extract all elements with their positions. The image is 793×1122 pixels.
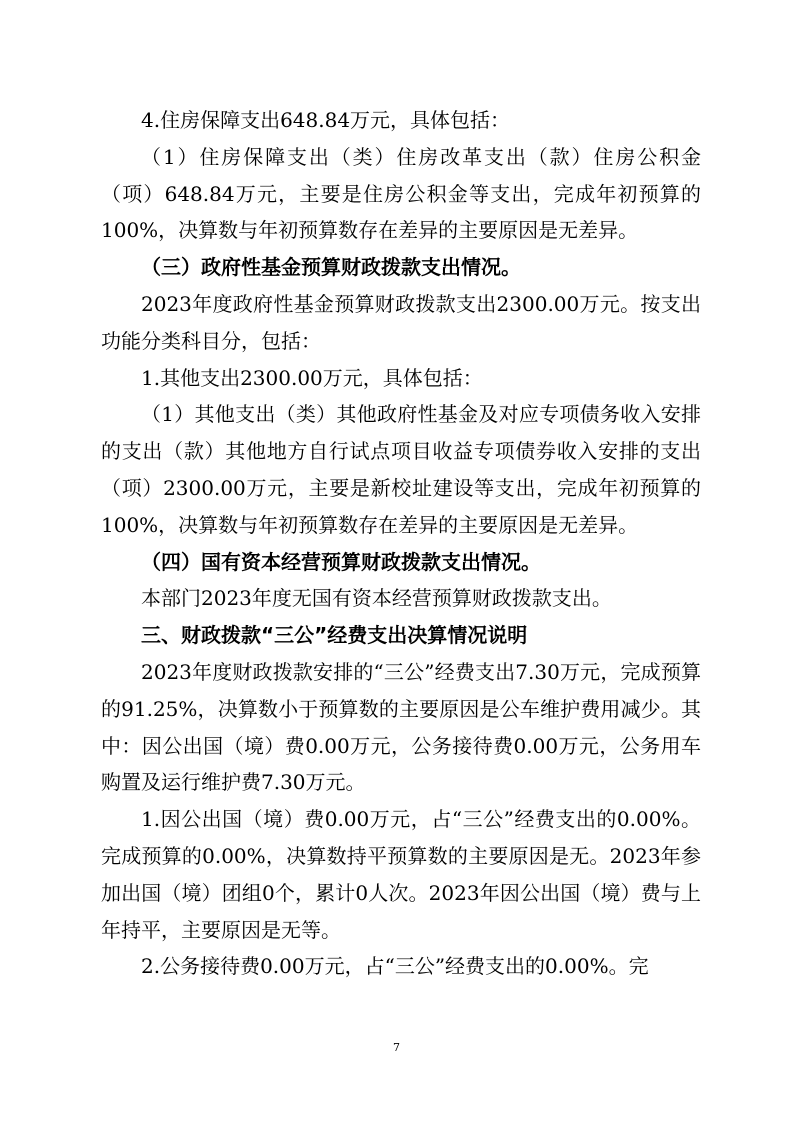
section-heading-three-public: 三、财政拨款“三公”经费支出决算情况说明 — [141, 623, 528, 648]
section-heading-government-fund: （三）政府性基金预算财政拨款支出情况。 — [141, 255, 521, 280]
paragraph-official-reception: 2.公务接待费0.00万元，占“三公”经费支出的0.00%。完 — [141, 954, 649, 979]
paragraph-three-public-total: 2023年度财政拨款安排的“三公”经费支出7.30万元，完成预算的91.25%，决算数小于预算数的主要原因是公车维护费用减少。其中：因公出国（境）费0.00万元，公务接待费0.00万元，公务用车购置及运行维护费7.30万元。 — [101, 659, 701, 795]
document-body — [101, 102, 701, 985]
paragraph-housing-total: 4.住房保障支出648.84万元，具体包括： — [141, 108, 511, 132]
paragraph-housing-detail: （1）住房保障支出（类）住房改革支出（款）住房公积金（项）648.84万元，主要是住房公积金等支出，完成年初预算的100%，决算数与年初预算数存在差异的主要原因是无差异。 — [101, 144, 701, 243]
paragraph-other-total: 1.其他支出2300.00万元，具体包括： — [141, 365, 483, 390]
paragraph-overseas-travel: 1.因公出国（境）费0.00万元，占“三公”经费支出的0.00%。完成预算的0.00%，决算数持平预算数的主要原因是无。2023年参加出国（境）团组0个，累计0人次。2023年因公出国（境）费与上年持平，主要原因是无等。 — [101, 807, 701, 942]
paragraph-fund-total: 2023年度政府性基金预算财政拨款支出2300.00万元。按支出功能分类科目分，包括： — [101, 291, 701, 353]
section-heading-state-capital: （四）国有资本经营预算财政拨款支出情况。 — [141, 549, 541, 574]
paragraph-other-detail: （1）其他支出（类）其他政府性基金及对应专项债务收入安排的支出（款）其他地方自行试点项目收益专项债券收入安排的支出（项）2300.00万元，主要是新校址建设等支出，完成年初预算的100%，决算数与年初预算数存在差异的主要原因是无差异。 — [101, 402, 701, 537]
paragraph-state-capital: 本部门2023年度无国有资本经营预算财政拨款支出。 — [141, 586, 612, 611]
page-number: 7 — [393, 1041, 400, 1054]
